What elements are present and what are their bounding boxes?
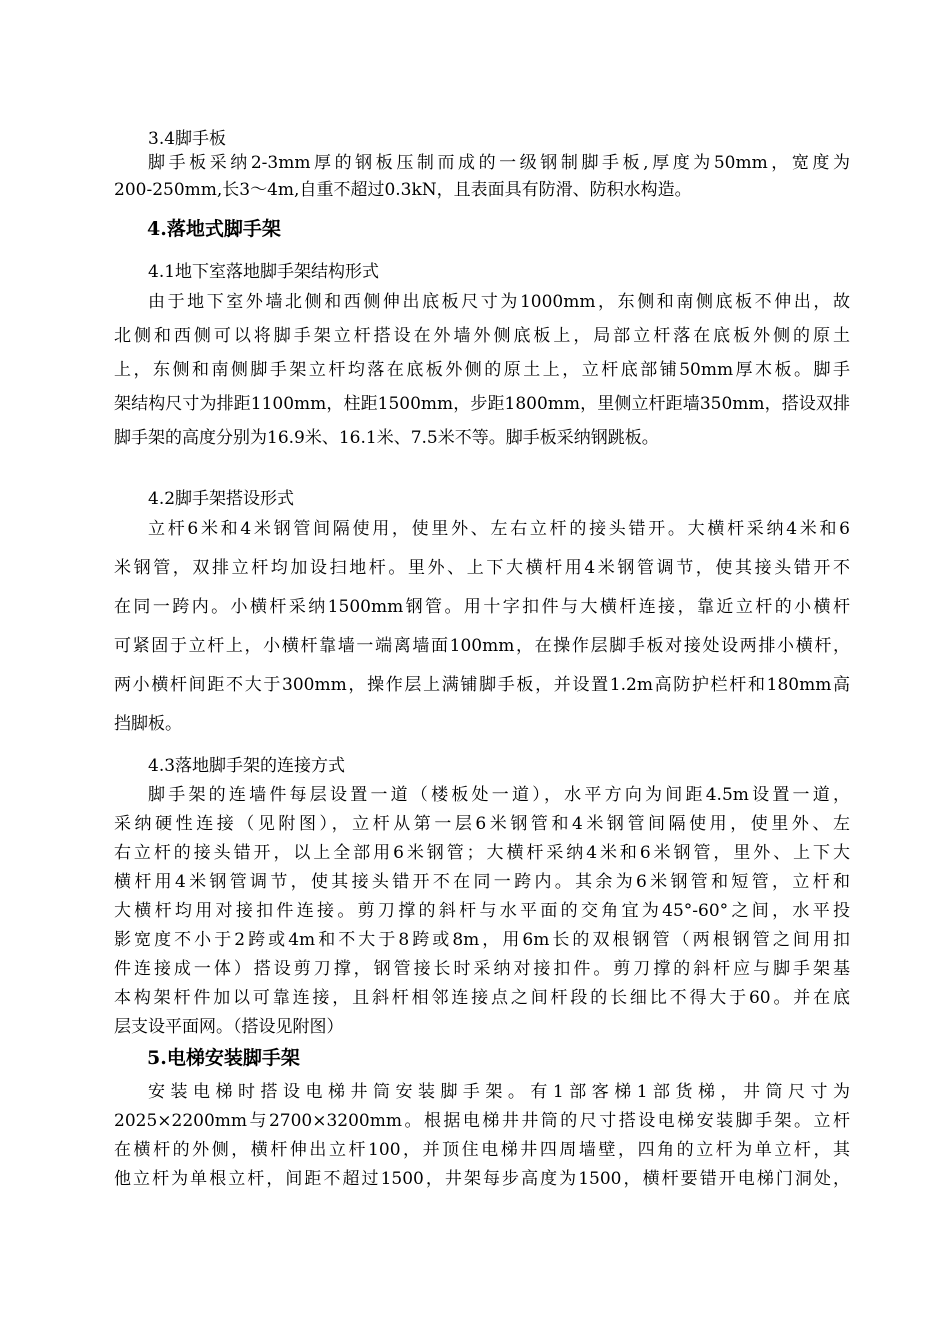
paragraph-line: 在同一跨内。小横杆采纳1500mm钢管。用十字扣件与大横杆连接，靠近立杆的小横杆 — [114, 597, 850, 617]
paragraph-line: 本构架杆件加以可靠连接，且斜杆相邻连接点之间杆段的长细比不得大于60。并在底 — [114, 988, 850, 1008]
section-3-4-heading: 3.4脚手板 — [148, 129, 227, 149]
paragraph-line: 北侧和西侧可以将脚手架立杆搭设在外墙外侧底板上，局部立杆落在底板外侧的原土 — [114, 326, 850, 346]
paragraph-line: 可紧固于立杆上，小横杆靠墙一端离墙面100mm，在操作层脚手板对接处设两排小横杆， — [114, 636, 850, 656]
paragraph-line: 件连接成一体）搭设剪刀撑，钢管接长时采纳对接扣件。剪刀撑的斜杆应与脚手架基 — [114, 959, 850, 979]
section-4-2-body — [114, 510, 850, 744]
paragraph-line: 架结构尺寸为排距1100mm，柱距1500mm，步距1800mm，里侧立杆距墙350mm，搭设双排 — [114, 394, 850, 414]
paragraph-line: 脚手架的连墙件每层设置一道（楼板处一道），水平方向为间距4.5m设置一道， — [148, 785, 850, 805]
paragraph-line: 两小横杆间距不大于300mm，操作层上满铺脚手板，并设置1.2m高防护栏杆和180mm高 — [114, 675, 850, 695]
section-4-1-heading: 4.1地下室落地脚手架结构形式 — [148, 262, 380, 282]
paragraph-line: 层支设平面网。（搭设见附图） — [114, 1017, 344, 1037]
paragraph-line: 200-250mm,长3～4m,自重不超过0.3kN，且表面具有防滑、防积水构造。 — [114, 180, 692, 200]
paragraph-line: 影宽度不小于2跨或4m和不大于8跨或8m，用6m长的双根钢管（两根钢管之间用扣 — [114, 930, 850, 950]
paragraph-line: 上，东侧和南侧脚手架立杆均落在底板外侧的原土上，立杆底部铺50mm厚木板。脚手 — [114, 360, 850, 380]
paragraph-line: 米钢管，双排立杆均加设扫地杆。里外、上下大横杆用4米钢管调节，使其接头错开不 — [114, 558, 850, 578]
paragraph-line: 右立杆的接头错开，以上全部用6米钢管；大横杆采纳4米和6米钢管，里外、上下大 — [114, 843, 850, 863]
section-4-2-heading: 4.2脚手架搭设形式 — [148, 489, 295, 509]
section-4-1-body — [114, 285, 850, 455]
paragraph-line: 他立杆为单根立杆，间距不超过1500，井架每步高度为1500，横杆要错开电梯门洞处， — [114, 1169, 850, 1189]
paragraph-line: 2025×2200mm与2700×3200mm。根据电梯井井筒的尺寸搭设电梯安装脚手架。立杆 — [114, 1111, 850, 1131]
section-3-4-body — [114, 150, 850, 204]
paragraph-line: 在横杆的外侧，横杆伸出立杆100，并顶住电梯井四周墙壁，四角的立杆为单立杆，其 — [114, 1140, 850, 1160]
section-5-body — [114, 1078, 850, 1194]
section-4-3-body — [114, 781, 850, 1042]
section-5-heading: 5.电梯安装脚手架 — [147, 1047, 300, 1069]
section-4-3-heading: 4.3落地脚手架的连接方式 — [148, 756, 346, 776]
paragraph-line: 大横杆均用对接扣件连接。剪刀撑的斜杆与水平面的交角宜为45°-60°之间，水平投 — [114, 901, 850, 921]
paragraph-line: 立杆6米和4米钢管间隔使用，使里外、左右立杆的接头错开。大横杆采纳4米和6 — [148, 519, 850, 539]
paragraph-line: 横杆用4米钢管调节，使其接头错开不在同一跨内。其余为6米钢管和短管，立杆和 — [114, 872, 850, 892]
section-4-heading: 4.落地式脚手架 — [147, 218, 281, 240]
paragraph-line: 脚手架的高度分别为16.9米、16.1米、7.5米不等。脚手板采纳钢跳板。 — [114, 428, 659, 448]
paragraph-line: 由于地下室外墙北侧和西侧伸出底板尺寸为1000mm，东侧和南侧底板不伸出，故 — [148, 292, 850, 312]
paragraph-line: 安装电梯时搭设电梯井筒安装脚手架。有1部客梯1部货梯，井筒尺寸为 — [148, 1082, 850, 1102]
paragraph-line: 采纳硬性连接（见附图），立杆从第一层6米钢管和4米钢管间隔使用，使里外、左 — [114, 814, 850, 834]
paragraph-line: 挡脚板。 — [114, 714, 182, 734]
paragraph-line: 脚手板采纳2-3mm厚的钢板压制而成的一级钢制脚手板,厚度为50mm，宽度为 — [148, 153, 850, 173]
